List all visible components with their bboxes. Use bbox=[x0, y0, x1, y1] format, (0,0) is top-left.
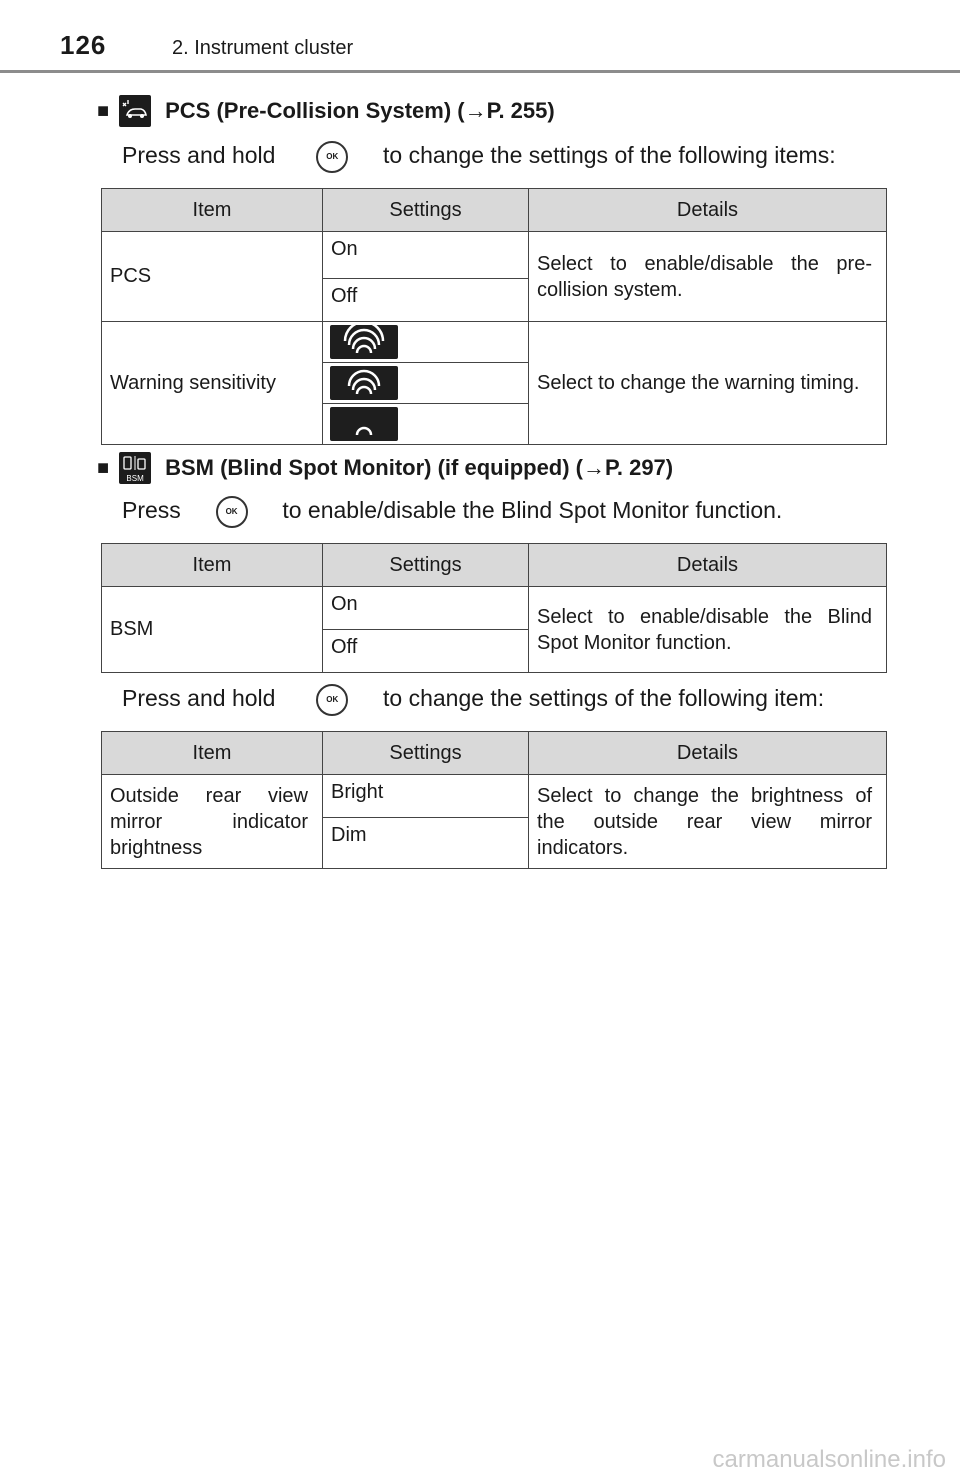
bsm-page-ref[interactable]: P. 297) bbox=[605, 455, 674, 480]
details-cell: Select to change the brightness of the outside rear view mirror indicators. bbox=[529, 775, 887, 869]
column-header: Item bbox=[102, 544, 323, 587]
pcs-heading-text: PCS (Pre-Collision System) ( bbox=[165, 98, 465, 123]
pcs-settings-table bbox=[101, 188, 887, 445]
instruction-text: Press bbox=[122, 497, 181, 524]
mirror-brightness-table bbox=[101, 731, 887, 869]
pcs-instruction bbox=[122, 141, 836, 173]
setting-cell: On bbox=[323, 232, 529, 279]
bsm-instruction bbox=[122, 496, 782, 528]
table-row bbox=[102, 232, 887, 279]
table-row bbox=[102, 322, 887, 363]
instruction-text: to change the settings of the following item: bbox=[383, 685, 825, 712]
pcs-icon bbox=[119, 95, 151, 127]
arrow-glyph: → bbox=[583, 455, 606, 480]
setting-cell: Dim bbox=[323, 818, 529, 869]
column-header: Item bbox=[102, 189, 323, 232]
ok-button-icon: OK bbox=[316, 684, 348, 716]
column-header: Item bbox=[102, 732, 323, 775]
table-header-row bbox=[102, 544, 887, 587]
pcs-page-ref[interactable]: P. 255) bbox=[486, 98, 555, 123]
column-header: Details bbox=[529, 544, 887, 587]
ok-button-icon: OK bbox=[216, 496, 248, 528]
header-divider bbox=[0, 70, 960, 73]
bsm-brightness-instruction bbox=[122, 684, 824, 716]
details-cell: Select to change the warning timing. bbox=[529, 322, 887, 445]
table-header-row bbox=[102, 732, 887, 775]
page-number: 126 bbox=[60, 30, 107, 60]
watermark: carmanualsonline.info bbox=[712, 1446, 946, 1473]
ok-button-icon: OK bbox=[316, 141, 348, 173]
bsm-icon bbox=[119, 452, 151, 484]
setting-cell: Off bbox=[323, 630, 529, 673]
instruction-text: Press and hold bbox=[122, 685, 276, 712]
column-header: Settings bbox=[323, 189, 529, 232]
setting-cell: Bright bbox=[323, 775, 529, 818]
setting-cell bbox=[323, 322, 529, 363]
bullet-square: ■ bbox=[97, 99, 110, 122]
table-header-row bbox=[102, 189, 887, 232]
column-header: Settings bbox=[323, 544, 529, 587]
bsm-settings-table bbox=[101, 543, 887, 673]
item-cell: Outside rear view mirror indicator brightness bbox=[102, 775, 323, 869]
bsm-icon-label: BSM bbox=[126, 474, 144, 483]
setting-cell bbox=[323, 404, 529, 445]
instruction-text: to enable/disable the Blind Spot Monitor function. bbox=[282, 497, 783, 524]
setting-cell: On bbox=[323, 587, 529, 630]
column-header: Settings bbox=[323, 732, 529, 775]
item-cell: BSM bbox=[102, 587, 323, 673]
setting-cell bbox=[323, 363, 529, 404]
arrow-glyph: → bbox=[464, 98, 487, 123]
sensitivity-near-icon bbox=[330, 407, 398, 441]
sensitivity-middle-icon bbox=[330, 366, 398, 400]
table-row bbox=[102, 775, 887, 818]
bsm-section-heading bbox=[97, 452, 673, 484]
instruction-text: to change the settings of the following items: bbox=[383, 142, 836, 169]
item-cell: Warning sensitivity bbox=[102, 322, 323, 445]
sensitivity-far-icon bbox=[330, 325, 398, 359]
bullet-square: ■ bbox=[97, 456, 110, 479]
chapter-title: 2. Instrument cluster bbox=[172, 37, 354, 59]
details-cell: Select to enable/disable the pre-collision system. bbox=[529, 232, 887, 322]
column-header: Details bbox=[529, 732, 887, 775]
bsm-heading-text: BSM (Blind Spot Monitor) (if equipped) ( bbox=[165, 455, 584, 480]
item-cell: PCS bbox=[102, 232, 323, 322]
pcs-section-heading bbox=[97, 95, 555, 127]
instruction-text: Press and hold bbox=[122, 142, 276, 169]
details-cell: Select to enable/disable the Blind Spot Monitor function. bbox=[529, 587, 887, 673]
setting-cell: Off bbox=[323, 279, 529, 322]
table-row bbox=[102, 587, 887, 630]
column-header: Details bbox=[529, 189, 887, 232]
